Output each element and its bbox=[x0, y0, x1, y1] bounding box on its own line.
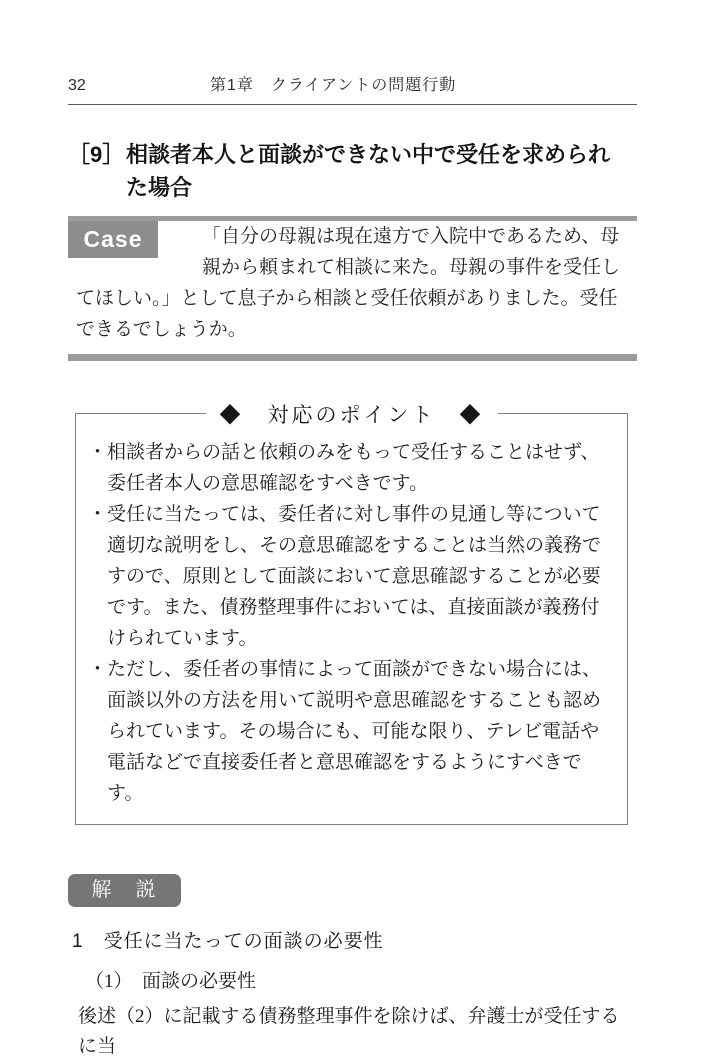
points-title-wrap bbox=[76, 399, 627, 429]
case-block bbox=[68, 216, 637, 361]
running-head bbox=[68, 0, 637, 105]
point-text: 相談者からの話と依頼のみをもって受任することはせず、委任者本人の意思確認をすべきです。 bbox=[107, 442, 600, 494]
points-box bbox=[75, 404, 628, 825]
list-item bbox=[88, 654, 616, 809]
commentary-label: 解 説 bbox=[68, 874, 181, 907]
bullet-marker: ・ bbox=[88, 442, 108, 463]
section-number: ［9］ bbox=[68, 142, 125, 167]
section-title bbox=[68, 138, 637, 204]
case-text: 「自分の母親は現在遠方で入院中であるため、母親から頼まれて相談に来た。母親の事件を受任してほしい。」として息子から相談と受任依頼がありました。受任できるでしょうか。 bbox=[76, 226, 621, 340]
case-body bbox=[68, 221, 637, 345]
list-item bbox=[88, 437, 616, 499]
commentary-body-text: 後述（2）に記載する債務整理事件を除けば、弁護士が受任するに当 bbox=[78, 1006, 620, 1057]
commentary-subsection-heading: （1） 面談の必要性 bbox=[85, 971, 257, 992]
bullet-marker: ・ bbox=[88, 659, 108, 680]
chapter-header: 第1章 クライアントの問題行動 bbox=[210, 77, 457, 94]
bullet-marker: ・ bbox=[88, 504, 108, 525]
case-bottom-bar bbox=[68, 354, 637, 361]
commentary-section-heading: 1 受任に当たっての面談の必要性 bbox=[72, 931, 384, 952]
list-item bbox=[88, 499, 616, 654]
page-content bbox=[68, 0, 637, 1062]
points-list bbox=[76, 414, 627, 824]
point-text: 受任に当たっては、委任者に対し事件の見通し等について適切な説明をし、その意思確認をすることは当然の義務ですので、原則として面談において意思確認することが必要です。また、債務整理事件においては、直接面談が義務付けられています。 bbox=[107, 504, 602, 649]
page-number: 32 bbox=[68, 77, 86, 94]
section-title-text: 相談者本人と面談ができない中で受任を求められた場合 bbox=[126, 142, 611, 200]
point-text: ただし、委任者の事情によって面談ができない場合には、面談以外の方法を用いて説明や意思確認をすることも認められています。その場合にも、可能な限り、テレビ電話や電話などで直接委任者と意思確認をするようにすべきです。 bbox=[107, 659, 602, 804]
case-label: Case bbox=[68, 221, 158, 258]
points-title: ◆ 対応のポイント ◆ bbox=[206, 399, 498, 429]
